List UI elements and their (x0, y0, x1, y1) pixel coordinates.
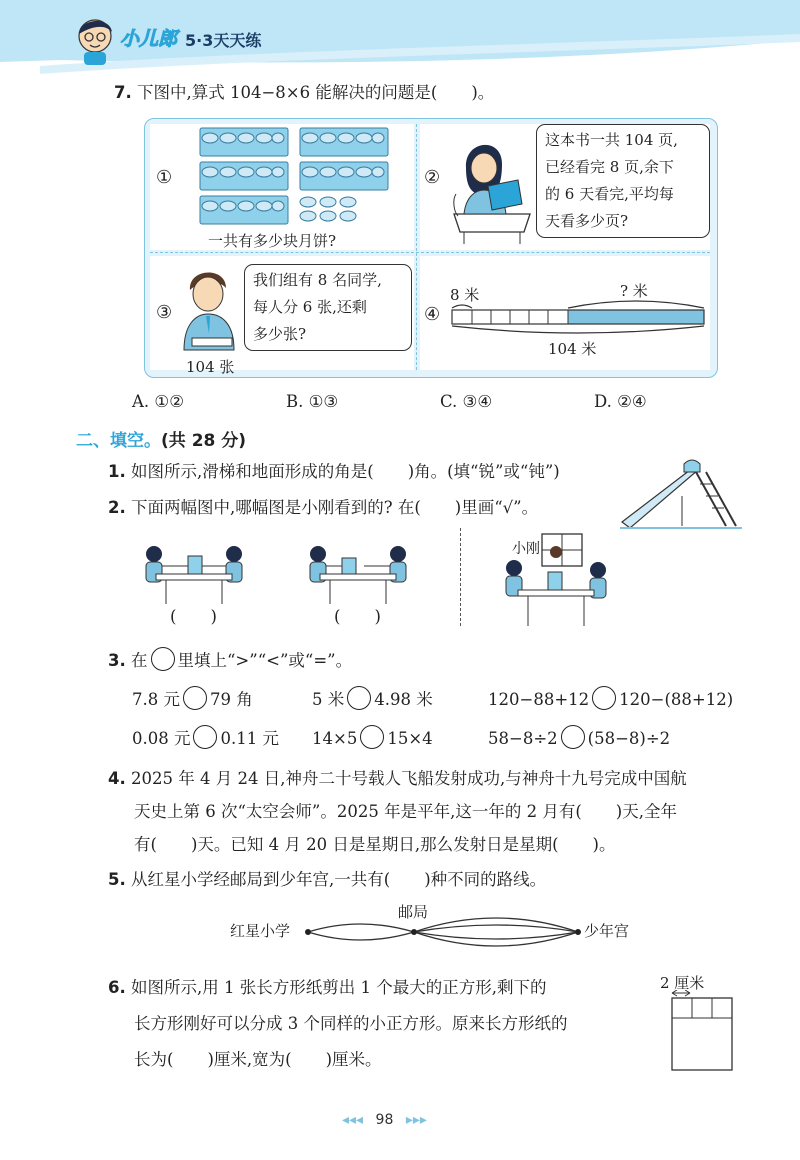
option-a[interactable] (132, 389, 184, 415)
panel1-number: ① (156, 167, 173, 188)
route-end: 少年宫 (584, 922, 630, 940)
paren-close: ) (374, 607, 381, 626)
option-letter: B. (286, 392, 304, 411)
panel4-bottom: 104 米 (548, 340, 597, 358)
fill-4-line-3 (108, 828, 738, 861)
divider-dashed (460, 528, 461, 626)
section-2-score: (共 28 分) (161, 431, 247, 451)
fill-5-text-a: 从红星小学经邮局到少年宫,一共有( (131, 870, 391, 889)
compare-item-3 (488, 686, 733, 713)
girl-reading-illustration (444, 128, 534, 246)
compare-left: 58−8÷2 (488, 729, 558, 748)
compare-left: 120−88+12 (488, 690, 590, 709)
compare-right: 4.98 米 (374, 690, 433, 709)
series-title: 5·3天天练 (185, 31, 262, 50)
panel4-top-left: 8 米 (450, 286, 480, 304)
compare-left: 0.08 元 (132, 729, 191, 748)
panel4-number: ④ (424, 304, 441, 325)
option-c[interactable] (440, 389, 492, 415)
compare-right: 0.11 元 (220, 729, 279, 748)
panel2-bubble-line: 已经看完 8 页,余下 (545, 158, 674, 176)
q7-line (114, 80, 494, 106)
paren-open: ( (170, 607, 177, 626)
q7-number: 7. (114, 83, 132, 102)
compare-right: 79 角 (210, 690, 253, 709)
compare-item-1 (132, 686, 253, 713)
mooncake-illustration (196, 124, 396, 228)
paren-answer-2[interactable] (334, 604, 381, 630)
compare-right: (58−8)÷2 (587, 729, 671, 748)
panel4-top-right: ? 米 (620, 282, 648, 300)
q7-text-b: )。 (471, 83, 495, 102)
fill-5 (108, 867, 546, 893)
fill-3-text-a: 在 (131, 651, 148, 670)
paren-open: ( (334, 607, 341, 626)
option-b[interactable] (286, 389, 338, 415)
view-option-1 (138, 538, 250, 606)
compare-circle[interactable] (183, 686, 207, 710)
fill-4 (108, 762, 738, 861)
fill-5-number: 5. (108, 870, 126, 889)
compare-item-5 (312, 725, 433, 752)
window-label: 小刚 (512, 541, 540, 557)
compare-circle[interactable] (592, 686, 616, 710)
fill-1-text-b: )角。(填“锐”或“钝”) (407, 462, 560, 481)
panel2-number: ② (424, 167, 441, 188)
boy-illustration (176, 262, 242, 356)
panel3-caption: 104 张 (186, 358, 235, 376)
paren-answer-1[interactable] (170, 604, 217, 630)
option-d[interactable] (594, 389, 647, 415)
panel3-bubble-line: 每人分 6 张,还剩 (253, 298, 367, 316)
fill-6-line3-b: )厘米,宽为( (207, 1050, 292, 1069)
view-option-2 (302, 538, 414, 606)
fill-4-line3-a: 有( (134, 835, 157, 854)
compare-circle[interactable] (193, 725, 217, 749)
dim-label: 2 厘米 (660, 974, 705, 992)
option-value: ①② (154, 392, 185, 411)
fill-6-line2: 长方形刚好可以分成 3 个同样的小正方形。原来长方形纸的 (134, 1014, 568, 1033)
fill-2-number: 2. (108, 498, 126, 517)
option-letter: D. (594, 392, 612, 411)
panel3-bubble-line: 我们组有 8 名同学, (253, 271, 382, 289)
panel1-caption: 一共有多少块月饼? (208, 232, 337, 250)
compare-item-4 (132, 725, 279, 752)
panel2-bubble-line: 的 6 天看完,平均每 (545, 185, 674, 203)
option-value: ②④ (617, 392, 647, 411)
line-segment-diagram (448, 296, 708, 340)
compare-circle[interactable] (347, 686, 371, 710)
panel-divider-v (416, 124, 417, 370)
panel3-bubble-line: 多少张? (253, 325, 307, 343)
fill-6-line-1 (108, 970, 668, 1006)
fill-6-line3-c: )厘米。 (325, 1050, 382, 1069)
logo-text: 小儿郎 (120, 28, 178, 50)
fill-1 (108, 459, 560, 485)
fill-3-number: 3. (108, 651, 126, 670)
page-footer (342, 1112, 427, 1128)
section-2-title: 二、填空。 (76, 431, 161, 451)
compare-left: 7.8 元 (132, 690, 180, 709)
fill-1-text-a: 如图所示,滑梯和地面形成的角是( (131, 462, 374, 481)
fill-3-text-b: 里填上“>”“<”或“=”。 (177, 651, 353, 670)
fill-6-line1: 如图所示,用 1 张长方形纸剪出 1 个最大的正方形,剩下的 (131, 978, 547, 997)
rectangle-diagram (668, 990, 740, 1072)
fill-4-line1: 2025 年 4 月 24 日,神舟二十号载人飞船发射成功,与神舟十九号完成中国航 (131, 769, 687, 788)
q7-text-a: 下图中,算式 104−8×6 能解决的问题是( (137, 83, 438, 102)
route-middle: 邮局 (398, 903, 429, 921)
panel2-bubble-line: 这本书一共 104 页, (545, 131, 678, 149)
compare-left: 5 米 (312, 690, 345, 709)
footer-right-arrows: ▸▸▸ (405, 1112, 427, 1128)
route-diagram (304, 912, 582, 952)
option-value: ③④ (462, 392, 493, 411)
fill-4-line2-b: )天,全年 (615, 802, 677, 821)
compare-circle[interactable] (360, 725, 384, 749)
fill-6 (108, 970, 668, 1078)
mascot-avatar (72, 14, 118, 66)
panel3-bubble (244, 264, 412, 351)
compare-item-2 (312, 686, 433, 713)
fill-4-line2-a: 天史上第 6 次“太空会师”。2025 年是平年,这一年的 2 月有( (134, 802, 582, 821)
fill-4-line-2 (108, 795, 738, 828)
option-value: ①③ (308, 392, 339, 411)
panel2-bubble-line: 天看多少页? (545, 212, 629, 230)
section-2-heading (76, 426, 246, 451)
fill-2-text-a: 下面两幅图中,哪幅图是小刚看到的? 在( (131, 498, 421, 517)
panel2-bubble (536, 124, 710, 238)
compare-left: 14×5 (312, 729, 358, 748)
slide-illustration (620, 456, 742, 532)
page-number: 98 (375, 1112, 394, 1128)
option-letter: A. (132, 392, 150, 411)
compare-right: 120−(88+12) (619, 690, 734, 709)
panel3-number: ③ (156, 302, 173, 323)
fill-1-number: 1. (108, 462, 126, 481)
fill-6-number: 6. (108, 978, 126, 997)
route-start: 红星小学 (230, 922, 291, 940)
compare-item-6 (488, 725, 670, 752)
fill-6-line-2 (108, 1006, 668, 1042)
option-letter: C. (440, 392, 458, 411)
fill-3 (108, 647, 352, 674)
fill-2-text-b: )里画“√”。 (454, 498, 539, 517)
compare-right: 15×4 (387, 729, 433, 748)
fill-4-line-1 (108, 762, 738, 795)
fill-4-number: 4. (108, 769, 126, 788)
fill-6-line-3 (108, 1042, 668, 1078)
fill-4-line3-c: )。 (592, 835, 616, 854)
fill-4-line3-b: )天。已知 4 月 20 日是星期日,那么发射日是星期( (190, 835, 559, 854)
paren-close: ) (210, 607, 217, 626)
compare-circle-icon (151, 647, 175, 671)
footer-left-arrows: ◂◂◂ (342, 1112, 364, 1128)
fill-6-line3-a: 长为( (134, 1050, 174, 1069)
fill-2 (108, 495, 538, 521)
fill-5-text-b: )种不同的路线。 (424, 870, 547, 889)
compare-circle[interactable] (561, 725, 585, 749)
